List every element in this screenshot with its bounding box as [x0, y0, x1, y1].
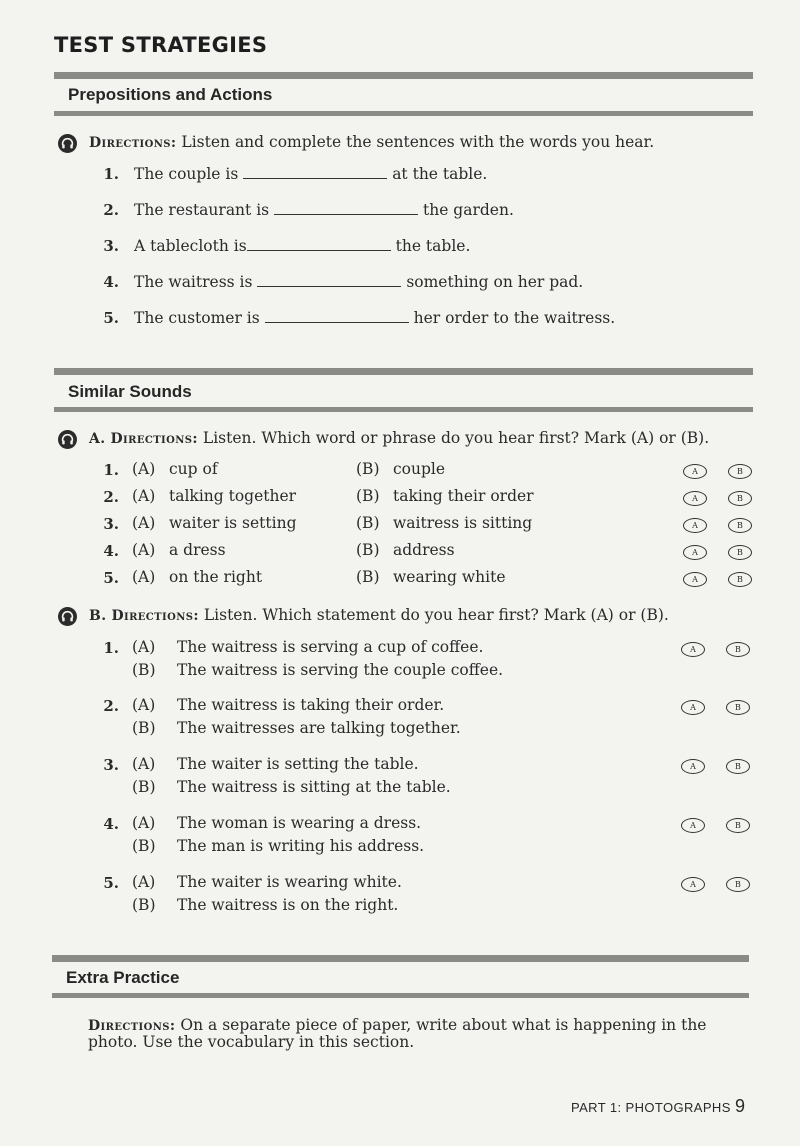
section-rule-top [54, 368, 753, 375]
option-a-label: (A) [132, 514, 156, 532]
page-title: TEST STRATEGIES [54, 33, 268, 57]
part-prefix: B. [89, 608, 107, 624]
option-b-text: waitress is sitting [393, 514, 533, 532]
option-a-text: cup of [169, 460, 218, 478]
option-a-text: The waitress is serving a cup of coffee. [177, 638, 484, 656]
option-b-label: (B) [132, 778, 156, 796]
section-rule-bottom [54, 407, 753, 412]
item-number: 1. [103, 165, 119, 183]
section-title-prepositions: Prepositions and Actions [68, 85, 273, 104]
fill-sentence [134, 272, 583, 291]
section-title-similar-sounds: Similar Sounds [68, 382, 192, 401]
item-number: 1. [103, 639, 119, 657]
answer-bubble-a[interactable]: A [681, 700, 705, 715]
item-number: 3. [103, 756, 119, 774]
option-a-text: on the right [169, 568, 263, 586]
answer-blank[interactable] [247, 236, 391, 251]
answer-bubble-b[interactable]: B [728, 545, 752, 560]
section-rule-top [54, 72, 753, 79]
directions-part-a [89, 429, 709, 447]
option-b-text: The waitresses are talking together. [177, 719, 461, 737]
option-a-label: (A) [132, 460, 156, 478]
footer-part-label: PART 1: PHOTOGRAPHS [571, 1100, 731, 1115]
option-a-text: The waitress is taking their order. [177, 696, 445, 714]
option-b-text: The man is writing his address. [177, 837, 425, 855]
section-rule-bottom [54, 111, 753, 116]
answer-bubble-a[interactable]: A [683, 545, 707, 560]
option-a-text: The waiter is wearing white. [177, 873, 402, 891]
answer-bubble-b[interactable]: B [728, 491, 752, 506]
directions-text: On a separate piece of paper, write about what is happening in the [180, 1016, 707, 1034]
option-a-label: (A) [132, 541, 156, 559]
answer-bubble-a[interactable]: A [681, 759, 705, 774]
section-rule-top [52, 955, 749, 962]
item-number: 1. [103, 461, 119, 479]
directions-text: Listen. Which statement do you hear first? Mark (A) or (B). [203, 606, 669, 624]
answer-bubble-b[interactable]: B [726, 700, 750, 715]
page-number: 9 [735, 1096, 746, 1116]
directions-label: Directions: [110, 431, 198, 447]
item-number: 3. [103, 515, 119, 533]
sentence-before: The couple is [134, 165, 239, 183]
answer-bubble-b[interactable]: B [726, 818, 750, 833]
sentence-before: The restaurant is [134, 201, 270, 219]
directions-label: Directions: [89, 135, 177, 151]
option-b-label: (B) [132, 661, 156, 679]
answer-blank[interactable] [243, 164, 387, 179]
answer-bubble-a[interactable]: A [681, 642, 705, 657]
sentence-before: The customer is [134, 309, 260, 327]
answer-blank[interactable] [265, 308, 409, 323]
answer-bubble-a[interactable]: A [683, 464, 707, 479]
answer-bubble-a[interactable]: A [681, 877, 705, 892]
option-a-label: (A) [132, 814, 156, 832]
item-number: 4. [103, 815, 119, 833]
answer-bubble-b[interactable]: B [728, 572, 752, 587]
answer-blank[interactable] [274, 200, 418, 215]
item-number: 2. [103, 697, 119, 715]
sentence-after: the table. [395, 237, 471, 255]
answer-blank[interactable] [257, 272, 401, 287]
headphones-icon [58, 134, 77, 153]
answer-bubble-b[interactable]: B [726, 642, 750, 657]
answer-bubble-a[interactable]: A [683, 518, 707, 533]
option-b-text: couple [393, 460, 446, 478]
answer-bubble-b[interactable]: B [728, 464, 752, 479]
option-b-label: (B) [356, 487, 380, 505]
item-number: 4. [103, 542, 119, 560]
option-b-label: (B) [356, 541, 380, 559]
directions-text: Listen and complete the sentences with the words you hear. [181, 133, 655, 151]
headphones-icon [58, 607, 77, 626]
sentence-after: at the table. [392, 165, 488, 183]
option-a-text: waiter is setting [169, 514, 297, 532]
answer-bubble-a[interactable]: A [681, 818, 705, 833]
section-title-extra-practice: Extra Practice [66, 968, 180, 987]
fill-sentence [134, 236, 470, 255]
item-number: 5. [103, 309, 119, 327]
item-number: 3. [103, 237, 119, 255]
option-b-label: (B) [356, 568, 380, 586]
item-number: 5. [103, 569, 119, 587]
directions-extra-practice [88, 1016, 706, 1034]
answer-bubble-a[interactable]: A [683, 491, 707, 506]
option-a-label: (A) [132, 568, 156, 586]
answer-bubble-b[interactable]: B [726, 877, 750, 892]
option-b-text: The waitress is serving the couple coffee. [177, 661, 504, 679]
option-b-text: wearing white [393, 568, 506, 586]
option-b-label: (B) [132, 837, 156, 855]
answer-bubble-b[interactable]: B [728, 518, 752, 533]
section-rule-bottom [52, 993, 749, 998]
option-b-text: The waitress is on the right. [177, 896, 399, 914]
directions-text: Listen. Which word or phrase do you hear first? Mark (A) or (B). [202, 429, 710, 447]
option-b-text: address [393, 541, 455, 559]
directions-part-b [89, 606, 669, 624]
directions-extra-practice-line2: photo. Use the vocabulary in this section. [88, 1033, 415, 1051]
part-prefix: A. [89, 431, 106, 447]
option-a-text: The waiter is setting the table. [177, 755, 419, 773]
option-a-label: (A) [132, 638, 156, 656]
option-a-label: (A) [132, 873, 156, 891]
option-a-label: (A) [132, 487, 156, 505]
sentence-before: The waitress is [134, 273, 253, 291]
option-a-text: a dress [169, 541, 226, 559]
option-b-text: taking their order [393, 487, 534, 505]
answer-bubble-b[interactable]: B [726, 759, 750, 774]
sentence-after: something on her pad. [406, 273, 584, 291]
sentence-after: her order to the waitress. [413, 309, 616, 327]
fill-sentence [134, 308, 615, 327]
directions-prepositions [89, 133, 654, 151]
option-a-label: (A) [132, 755, 156, 773]
option-a-label: (A) [132, 696, 156, 714]
option-b-label: (B) [356, 460, 380, 478]
option-b-text: The waitress is sitting at the table. [177, 778, 451, 796]
option-a-text: The woman is wearing a dress. [177, 814, 422, 832]
fill-sentence [134, 200, 514, 219]
sentence-before: A tablecloth is [134, 237, 247, 255]
directions-label: Directions: [111, 608, 199, 624]
item-number: 2. [103, 201, 119, 219]
option-b-label: (B) [132, 719, 156, 737]
option-b-label: (B) [356, 514, 380, 532]
item-number: 5. [103, 874, 119, 892]
headphones-icon [58, 430, 77, 449]
answer-bubble-a[interactable]: A [683, 572, 707, 587]
item-number: 4. [103, 273, 119, 291]
directions-label: Directions: [88, 1018, 176, 1034]
option-b-label: (B) [132, 896, 156, 914]
item-number: 2. [103, 488, 119, 506]
option-a-text: talking together [169, 487, 297, 505]
fill-sentence [134, 164, 487, 183]
sentence-after: the garden. [423, 201, 514, 219]
